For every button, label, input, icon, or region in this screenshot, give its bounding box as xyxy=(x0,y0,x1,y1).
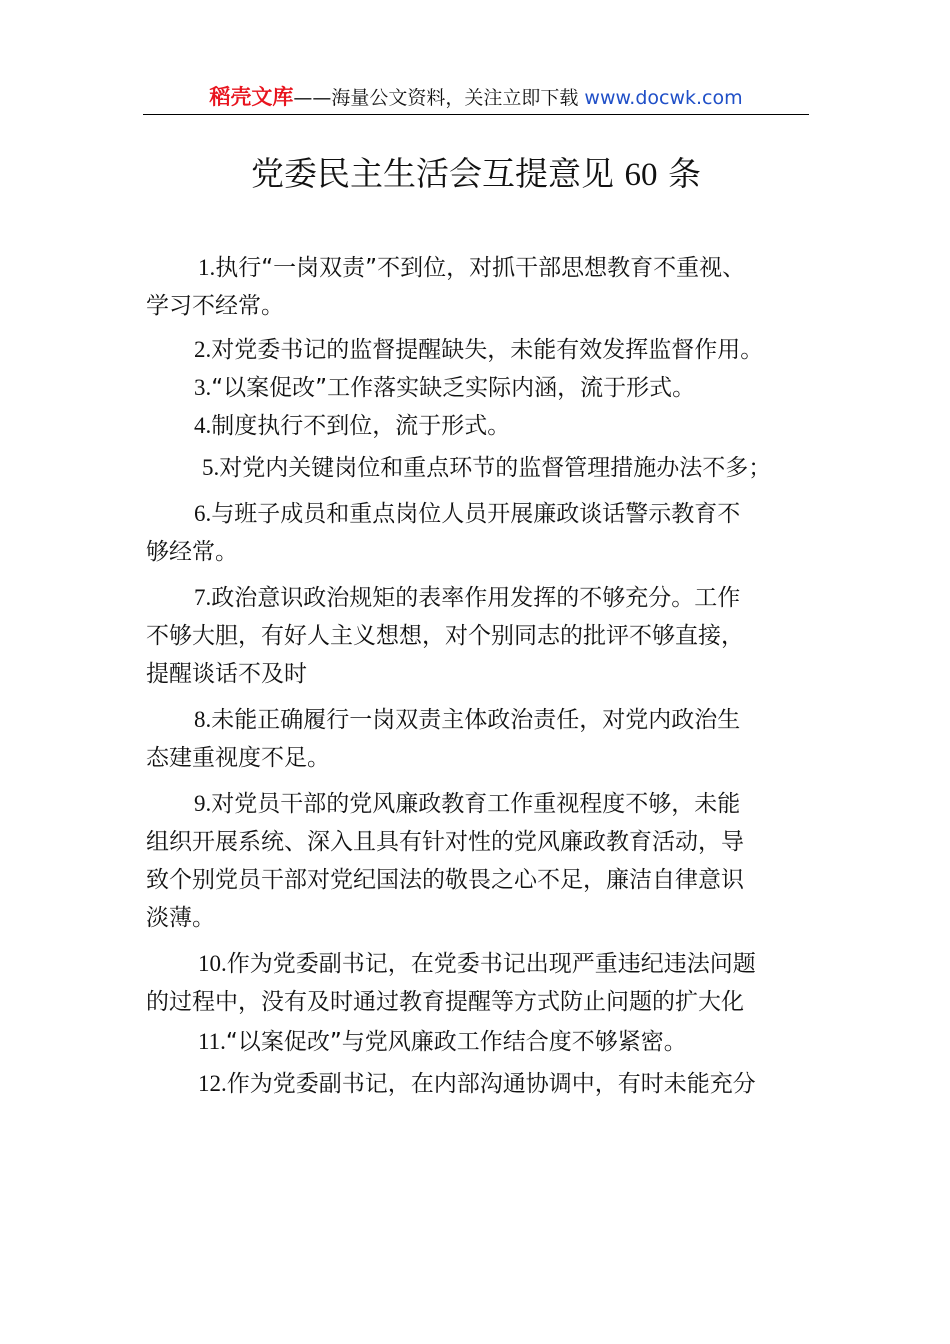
page-title xyxy=(143,152,809,197)
item-continuation-line: 的过程中，没有及时通过教育提醒等方式防止问题的扩大化 xyxy=(146,989,744,1015)
item-text: 与班子成员和重点岗位人员开展廉政谈话警示教育不 xyxy=(211,501,741,527)
item-number: 2. xyxy=(194,337,212,362)
item-first-line xyxy=(146,945,814,983)
list-item xyxy=(146,331,814,369)
item-continuation-line: 态建重视度不足。 xyxy=(146,745,330,771)
item-text: 作为党委副书记，在党委书记出现严重违纪违法问题 xyxy=(226,951,756,977)
list-item xyxy=(146,369,814,407)
list-item xyxy=(146,407,814,445)
brand-name: 稻壳文库 xyxy=(209,85,294,109)
item-continuation-line: 学习不经常。 xyxy=(146,293,284,319)
item-number: 3. xyxy=(194,375,212,400)
item-continuation-line: 不够大胆，有好人主义想想，对个别同志的批评不够直接， xyxy=(146,623,744,649)
list-item xyxy=(146,579,814,693)
item-text: 政治意识政治规矩的表率作用发挥的不够充分。工作 xyxy=(211,585,741,611)
item-continuation-line: 致个别党员干部对党纪国法的敬畏之心不足，廉洁自律意识 xyxy=(146,867,744,893)
item-text: 对党员干部的党风廉政教育工作重视程度不够，未能 xyxy=(211,791,741,817)
header-divider xyxy=(143,114,809,115)
item-first-line xyxy=(146,331,814,369)
item-number: 1. xyxy=(198,255,216,280)
item-continuation-line: 淡薄。 xyxy=(146,905,215,931)
item-number: 12. xyxy=(198,1071,227,1096)
item-first-line xyxy=(146,701,814,739)
item-text: “以案促改”与党风廉政工作结合度不够紧密。 xyxy=(225,1029,687,1055)
list-item xyxy=(146,1023,814,1061)
title-suffix: 条 xyxy=(668,154,701,193)
list-item xyxy=(146,701,814,777)
item-first-line xyxy=(146,449,814,487)
document-header xyxy=(143,84,809,111)
list-item xyxy=(146,449,814,487)
header-url[interactable]: www.docwk.com xyxy=(584,87,743,109)
item-continuation-line: 够经常。 xyxy=(146,539,238,565)
item-text: 作为党委副书记，在内部沟通协调中，有时未能充分 xyxy=(226,1071,756,1097)
item-first-line xyxy=(146,495,814,533)
list-item xyxy=(146,1065,814,1103)
item-first-line xyxy=(146,1023,814,1061)
item-continuation-line: 组织开展系统、深入且具有针对性的党风廉政教育活动，导 xyxy=(146,829,744,855)
list-item xyxy=(146,945,814,1021)
item-first-line xyxy=(146,579,814,617)
list-item xyxy=(146,785,814,937)
title-text: 党委民主生活会互提意见 xyxy=(251,154,614,193)
item-text: “以案促改”工作落实缺乏实际内涵，流于形式。 xyxy=(211,375,696,401)
item-number: 7. xyxy=(194,585,212,610)
item-first-line xyxy=(146,785,814,823)
item-first-line xyxy=(146,369,814,407)
item-first-line xyxy=(146,407,814,445)
item-text: 对党内关键岗位和重点环节的监督管理措施办法不多； xyxy=(219,455,772,481)
item-continuation-line: 提醒谈话不及时 xyxy=(146,661,307,687)
item-number: 8. xyxy=(194,707,212,732)
item-first-line xyxy=(146,249,814,287)
header-slogan: ——海量公文资料，关注立即下载 xyxy=(293,87,579,109)
item-text: 未能正确履行一岗双责主体政治责任，对党内政治生 xyxy=(211,707,741,733)
item-list xyxy=(146,249,814,1103)
item-text: 执行“一岗双责”不到位，对抓干部思想教育不重视、 xyxy=(215,255,746,281)
title-number: 60 xyxy=(624,157,658,193)
list-item xyxy=(146,249,814,325)
item-number: 11. xyxy=(198,1029,226,1054)
list-item xyxy=(146,495,814,571)
item-number: 5. xyxy=(202,455,220,480)
item-number: 10. xyxy=(198,951,227,976)
item-text: 制度执行不到位，流于形式。 xyxy=(211,413,511,439)
item-first-line xyxy=(146,1065,814,1103)
item-text: 对党委书记的监督提醒缺失，未能有效发挥监督作用。 xyxy=(211,337,764,363)
item-number: 9. xyxy=(194,791,212,816)
item-number: 4. xyxy=(194,413,212,438)
item-number: 6. xyxy=(194,501,212,526)
